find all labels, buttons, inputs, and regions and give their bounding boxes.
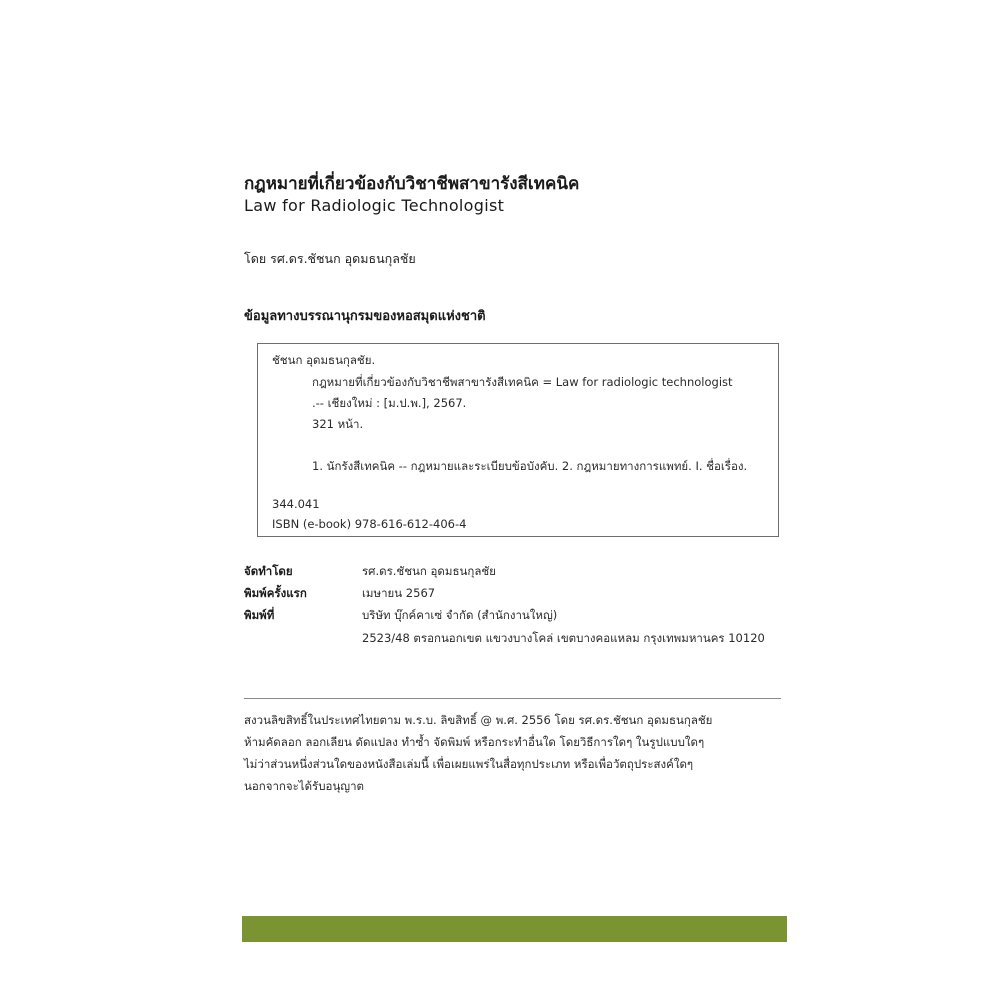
first-print-value: เมษายน 2567: [362, 586, 436, 600]
copyright-line-1: สงวนลิขสิทธิ์ในประเทศไทยตาม พ.ร.บ. ลิขสิทธิ์ @ พ.ศ. 2556 โดย รศ.ดร.ชัชนก อุดมธนกุลชัย: [244, 713, 713, 727]
printed-at-label: พิมพ์ที่: [244, 608, 275, 622]
cip-subjects: 1. นักรังสีเทคนิค -- กฎหมายและระเบียบข้อบังคับ. 2. กฎหมายทางการแพทย์. I. ชื่อเรื่อง.: [312, 459, 748, 473]
book-title-english: Law for Radiologic Technologist: [244, 196, 505, 215]
cip-classification: 344.041: [272, 497, 320, 511]
cip-author: ชัชนก อุดมธนกุลชัย.: [272, 353, 376, 367]
produced-by-label: จัดทำโดย: [244, 564, 293, 578]
produced-by-value: รศ.ดร.ชัชนก อุดมธนกุลชัย: [362, 564, 496, 578]
cip-title: กฎหมายที่เกี่ยวข้องกับวิชาชีพสาขารังสีเทคนิค = Law for radiologic technologist: [312, 375, 733, 389]
cip-pages: 321 หน้า.: [312, 417, 364, 431]
first-print-label: พิมพ์ครั้งแรก: [244, 586, 307, 600]
copyright-line-2: ห้ามคัดลอก ลอกเลียน ดัดแปลง ทำซ้ำ จัดพิมพ์ หรือกระทำอื่นใด โดยวิธีการใดๆ ในรูปแบบใดๆ: [244, 735, 705, 749]
printed-at-value: บริษัท บุ๊กค์คาเซ่ จำกัด (สำนักงานใหญ่): [362, 608, 558, 622]
copyright-line-4: นอกจากจะได้รับอนุญาต: [244, 779, 365, 793]
footer-color-bar: [242, 916, 787, 942]
book-title-thai: กฎหมายที่เกี่ยวข้องกับวิชาชีพสาขารังสีเทคนิค: [244, 174, 580, 194]
cip-isbn: ISBN (e-book) 978-616-612-406-4: [272, 517, 467, 531]
printer-address: 2523/48 ตรอกนอกเขต แขวงบางโคล่ เขตบางคอแหลม กรุงเทพมหานคร 10120: [362, 631, 765, 645]
section-divider: [244, 698, 781, 699]
author-line: โดย รศ.ดร.ชัชนก อุดมธนกุลชัย: [244, 251, 416, 266]
cip-record-box: [257, 343, 779, 537]
copyright-line-3: ไม่ว่าส่วนหนึ่งส่วนใดของหนังสือเล่มนี้ เพื่อเผยแพร่ในสื่อทุกประเภท หรือเพื่อวัตถุประสงค์ใดๆ: [244, 757, 694, 771]
cip-publication: .-- เชียงใหม่ : [ม.ป.พ.], 2567.: [312, 396, 467, 410]
cip-heading: ข้อมูลทางบรรณานุกรมของหอสมุดแห่งชาติ: [244, 309, 486, 324]
